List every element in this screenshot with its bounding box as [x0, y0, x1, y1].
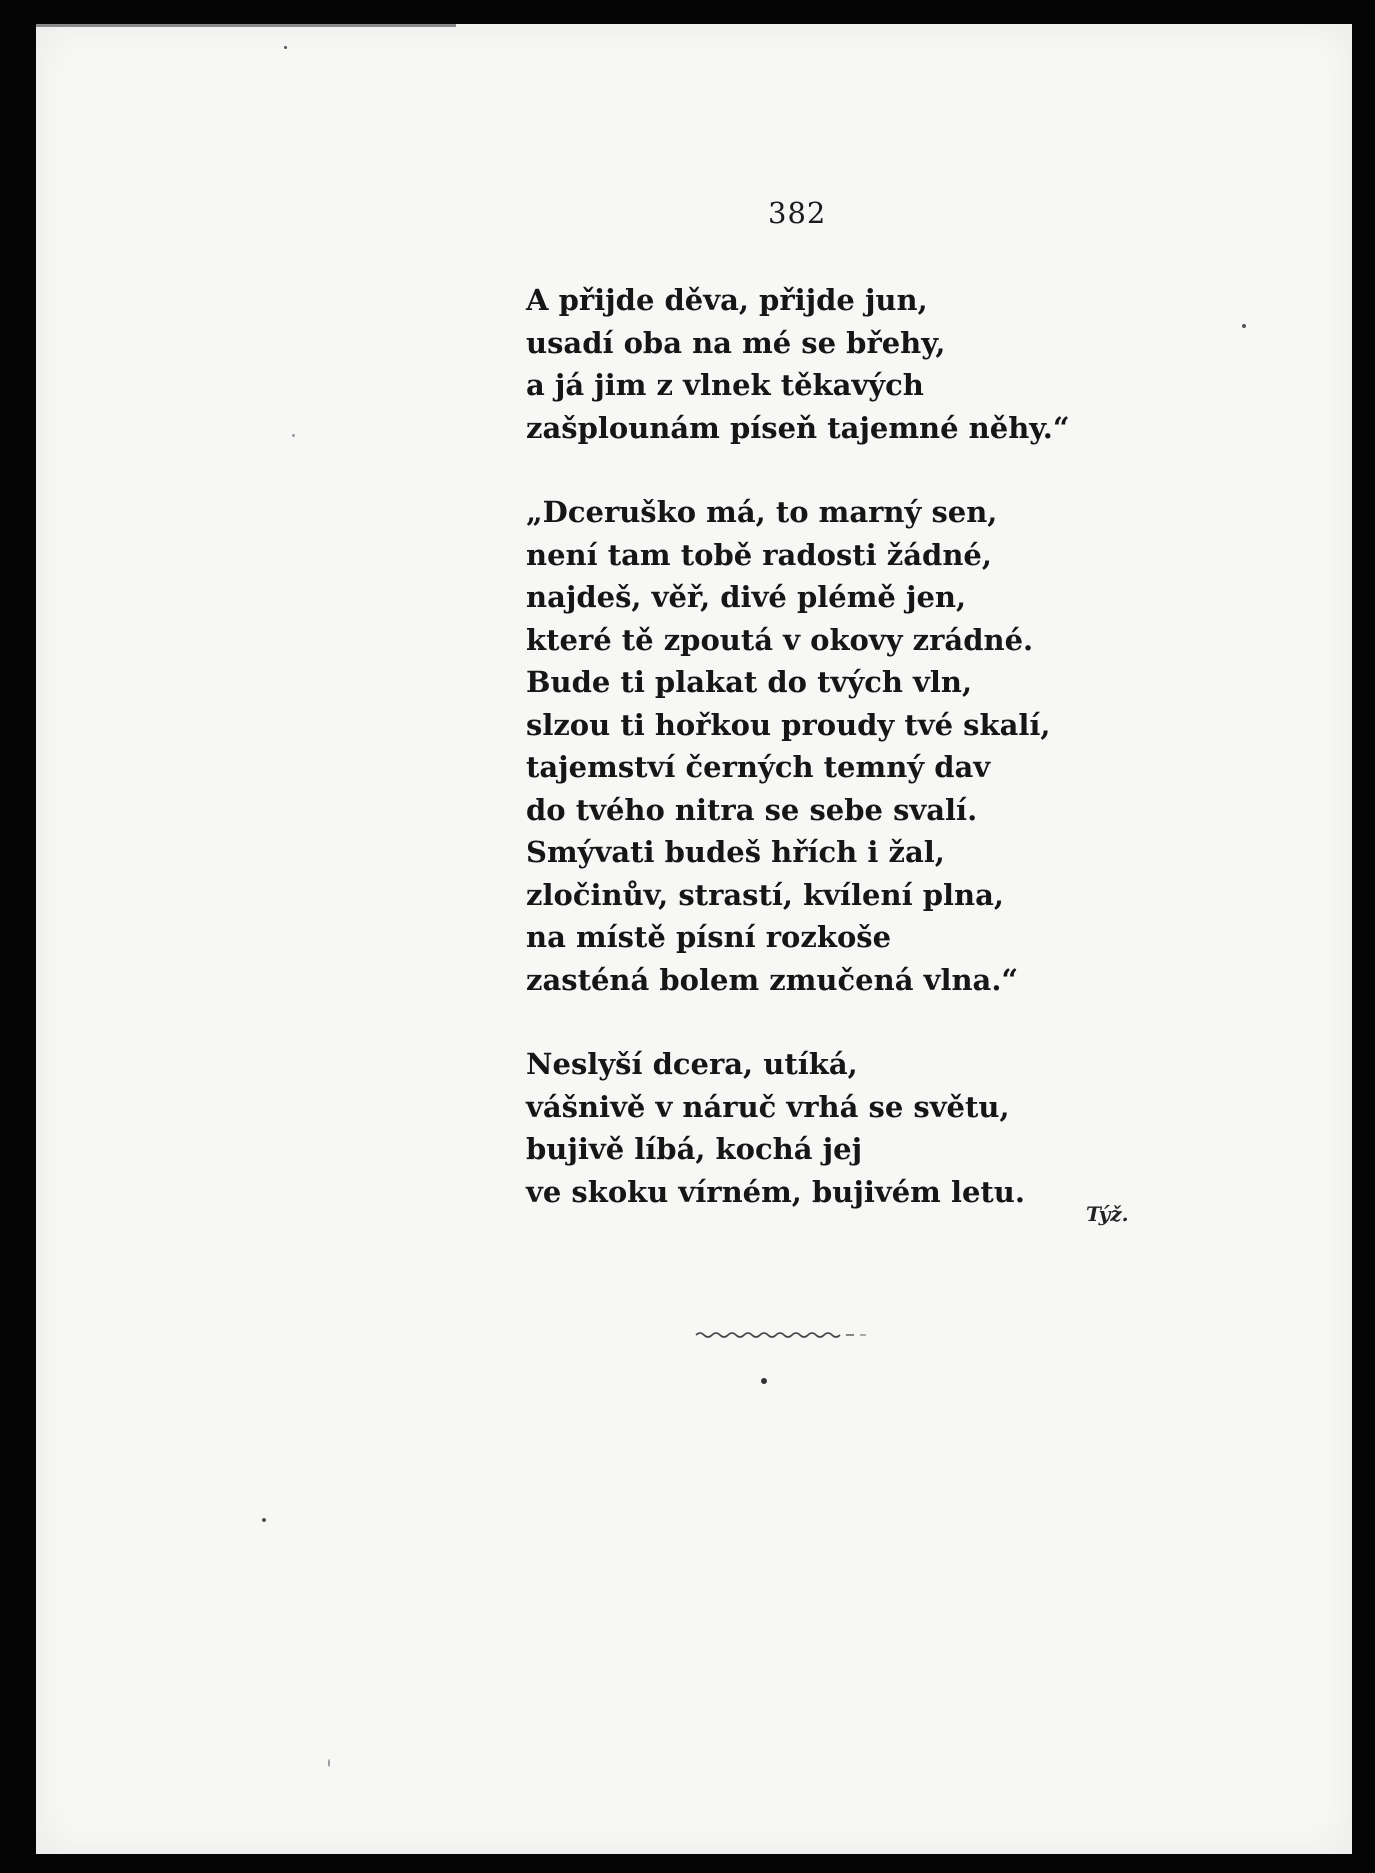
poem-line: vášnivě v náruč vrhá se světu, — [526, 1089, 1010, 1124]
stanza — [526, 1043, 1166, 1213]
dust-speck — [1242, 324, 1246, 328]
dust-speck — [328, 1759, 330, 1767]
scan-edge-artifact — [36, 24, 456, 27]
poem-line: slzou ti hořkou proudy tvé skalí, — [526, 707, 1051, 742]
poem-line: bujivě líbá, kochá jej — [526, 1132, 863, 1166]
stanza — [526, 491, 1166, 1001]
poem-line: zasténá bolem zmučená vlna.“ — [526, 962, 1019, 997]
poem-line: Smývati budeš hřích i žal, — [526, 835, 945, 869]
book-page — [36, 24, 1352, 1854]
dust-speck — [761, 1378, 767, 1384]
poem-line: tajemství černých temný dav — [526, 750, 991, 784]
poem-line: zločinův, strastí, kvílení plna, — [526, 877, 1004, 912]
poem-line: usadí oba na mé se břehy, — [526, 325, 946, 360]
stanza — [526, 279, 1166, 449]
poem-line: Neslyší dcera, utíká, — [526, 1047, 858, 1081]
section-divider-ornament — [694, 1330, 874, 1340]
poem-line: zašplounám píseň tajemné něhy.“ — [526, 410, 1070, 445]
dust-speck — [262, 1518, 266, 1522]
poem-line: do tvého nitra se sebe svalí. — [526, 792, 978, 827]
author-signature: Týž. — [1086, 1202, 1129, 1226]
poem-line: které tě zpoutá v okovy zrádné. — [526, 622, 1034, 657]
poem-line: A přijde děva, přijde jun, — [526, 283, 928, 317]
poem-line: „Dceruško má, to marný sen, — [526, 495, 998, 529]
poem-text — [526, 279, 1166, 1255]
poem-line: není tam tobě radosti žádné, — [526, 537, 992, 572]
poem-line: a já jim z vlnek těkavých — [526, 368, 924, 402]
dust-speck — [292, 434, 295, 437]
poem-line: ve skoku vírném, bujivém letu. — [526, 1174, 1025, 1209]
dust-speck — [284, 46, 287, 49]
poem-line: na místě písní rozkoše — [526, 920, 892, 954]
page-number: 382 — [768, 196, 827, 230]
poem-line: najdeš, věř, divé plémě jen, — [526, 580, 967, 614]
poem-line: Bude ti plakat do tvých vln, — [526, 665, 973, 699]
